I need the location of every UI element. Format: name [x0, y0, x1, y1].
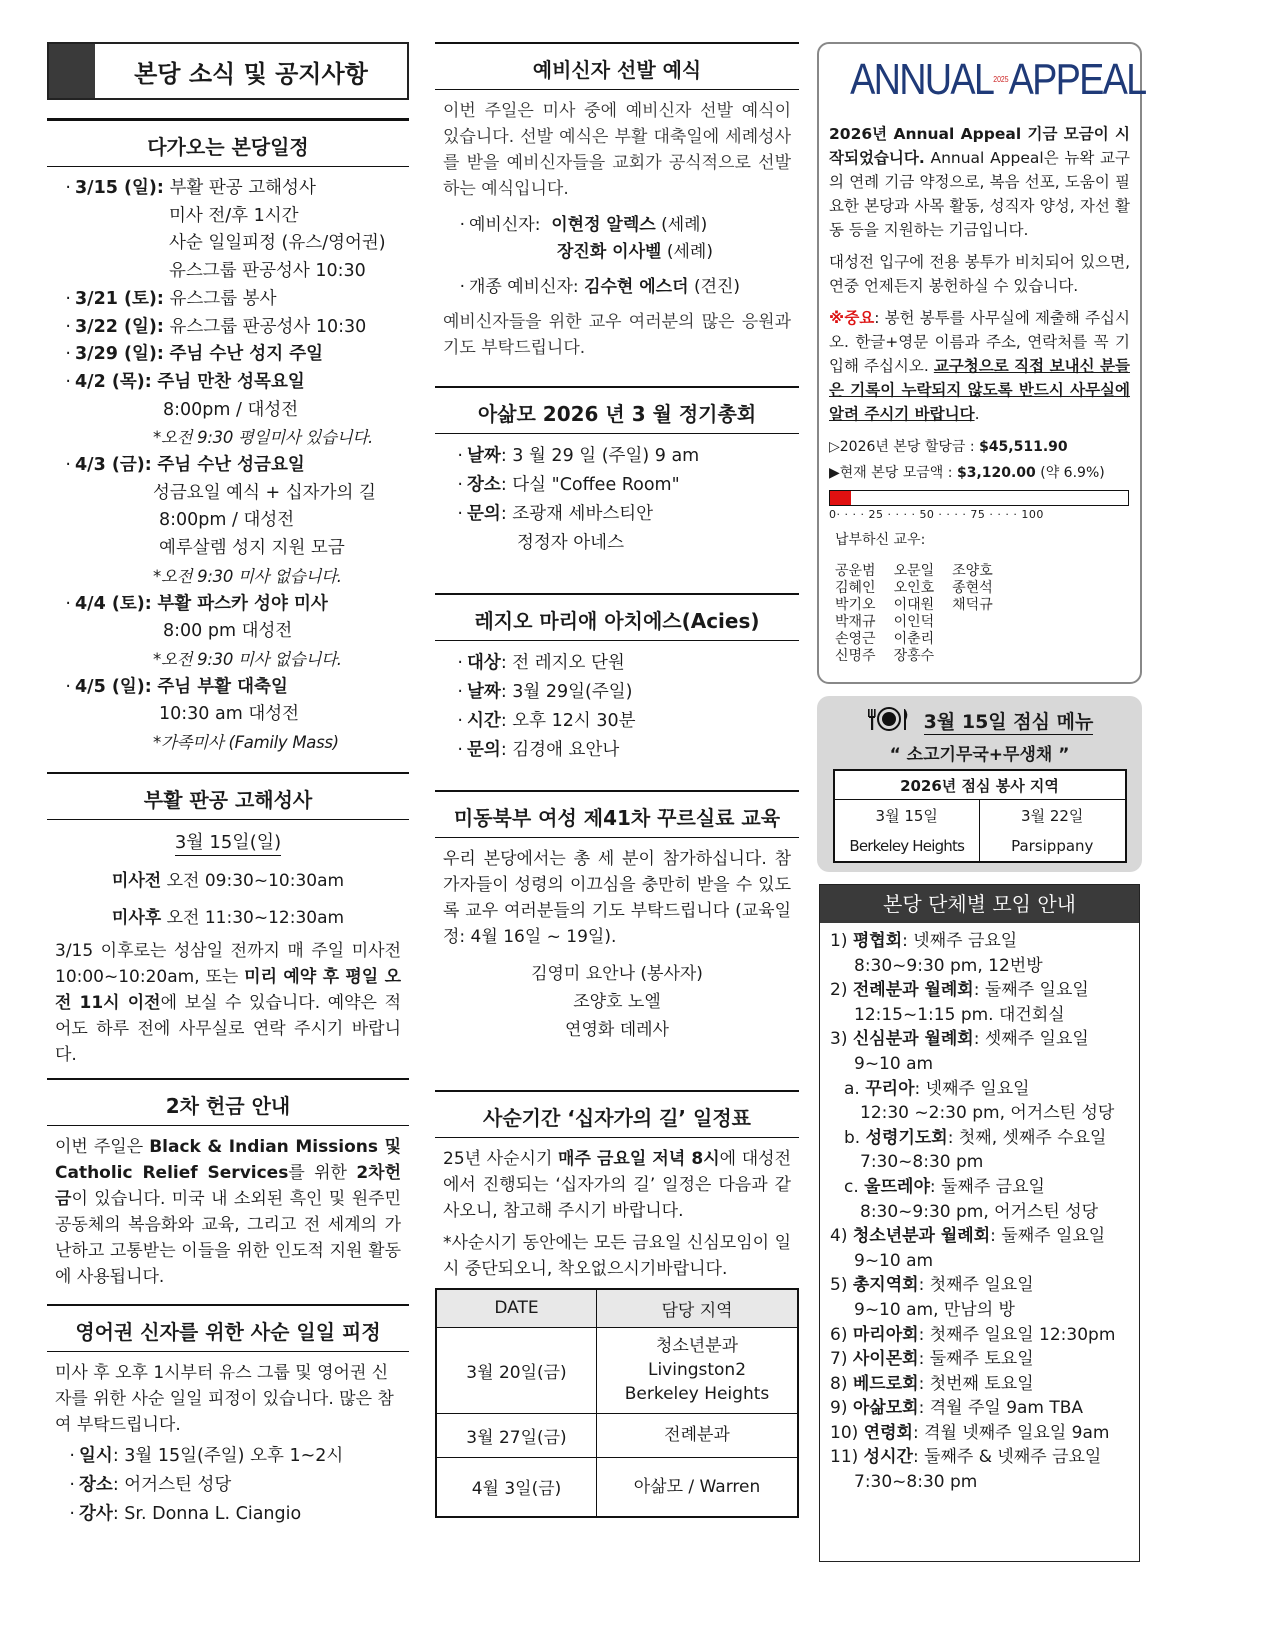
info-value: : 다실 "Coffee Room" — [500, 475, 680, 495]
group-item — [830, 1175, 1139, 1224]
group-detail: 12:30 ~2:30 pm, 어거스틴 성당 — [860, 1103, 1115, 1124]
stations-section — [435, 1090, 799, 1518]
legio-section — [435, 593, 799, 765]
lunch-title-row — [817, 706, 1142, 736]
retreat-list — [47, 1442, 409, 1529]
table-row — [436, 1327, 798, 1413]
schedule-event: 주님 수난 성금요일 — [157, 455, 305, 476]
group-line — [830, 978, 1139, 1003]
catechumen-text-2: 예비신자들을 위한 교우 여러분의 많은 응원과 기도 부탁드립니다. — [443, 312, 791, 358]
schedule-item — [53, 175, 409, 203]
info-label: 대상 — [467, 653, 501, 673]
confession-date — [47, 828, 409, 854]
bullet: · — [69, 1504, 75, 1524]
schedule-sub-line: 8:00pm / 대성전 — [159, 510, 295, 531]
info-item — [51, 1500, 409, 1529]
group-name: 평협회 — [852, 931, 903, 951]
group-num: 3) — [830, 1029, 848, 1050]
group-time: : 첫째주 일요일 — [918, 1275, 1034, 1296]
group-name: 청소년분과 월례회 — [852, 1226, 991, 1247]
schedule-item — [53, 314, 409, 342]
schedule-sub-line: 10:30 am 대성전 — [159, 704, 300, 725]
lunch-date-2: 3월 22일 — [1021, 807, 1084, 826]
title-accent-bar — [49, 44, 95, 98]
group-num: 2) — [830, 980, 848, 1001]
appeal-progress-fill — [830, 491, 851, 505]
catechumen-row-2: 장진화 이사벨 (세례) — [557, 242, 713, 262]
group-name: 총지역회 — [852, 1275, 919, 1296]
info-label: 날짜 — [467, 682, 501, 702]
area-line: 청소년분과 — [655, 1336, 739, 1356]
info-value: : 3월 15일(주일) 오후 1~2시 — [112, 1446, 344, 1466]
stations-table — [435, 1288, 799, 1518]
bullet: · — [457, 475, 463, 495]
schedule-sub-line: 사순 일일피정 (유스/영어권) — [169, 233, 386, 254]
group-item — [830, 1273, 1139, 1322]
info-label: 일시 — [79, 1446, 113, 1466]
group-time: : 셋째주 일요일 — [973, 1029, 1089, 1050]
info-label: 장소 — [79, 1475, 113, 1495]
donor-name: 박재규 — [835, 614, 876, 630]
area-line: 아삶모 / Warren — [633, 1476, 761, 1497]
info-value: : 오후 12시 30분 — [500, 711, 636, 731]
area-line: Berkeley Heights — [624, 1384, 770, 1404]
group-line — [830, 1347, 1139, 1372]
donor-name: 이대원 — [893, 597, 935, 613]
group-time: : 격월 넷째주 일요일 9am — [912, 1422, 1110, 1443]
column-right — [817, 42, 1146, 1493]
info-value: : 김경애 요안나 — [500, 740, 620, 760]
info-value: : 조광재 세바스티안 — [500, 504, 654, 524]
catechumen-list — [435, 212, 799, 301]
groups-list — [820, 923, 1139, 1495]
before-label: 미사전 — [111, 871, 162, 891]
info-label: 날짜 — [467, 446, 501, 466]
group-name: 베드로회 — [852, 1373, 919, 1394]
stations-text: 25년 사순시기 매주 금요일 저녁 8시에 대성전에서 진행되는 ‘십자가의 길’ 일정은 다음과 같사오니, 참고해 주시기 바랍니다. — [443, 1149, 791, 1221]
bullet: · — [457, 682, 463, 702]
donor-name: 이인덕 — [893, 614, 935, 630]
assembly-heading: 아삶모 2026 년 3 월 정기총회 — [435, 388, 799, 434]
group-item — [830, 1396, 1139, 1421]
group-time: : 둘째주 금요일 — [929, 1176, 1045, 1197]
group-num: 11) — [830, 1447, 859, 1468]
group-num: c. — [844, 1176, 859, 1197]
info-item — [439, 678, 799, 707]
confession-after — [47, 903, 409, 928]
group-item — [830, 1347, 1139, 1372]
group-line — [830, 1027, 1139, 1052]
donor-name: 채덕규 — [952, 597, 993, 613]
groups-heading: 본당 단체별 모임 안내 — [820, 885, 1139, 923]
info-label: 강사 — [79, 1504, 113, 1524]
info-item — [51, 1471, 409, 1500]
lunch-subheading: 2026년 점심 봉사 지역 — [834, 770, 1126, 800]
group-time: : 둘째주 & 넷째주 금요일 — [912, 1447, 1102, 1468]
group-num: 5) — [830, 1275, 848, 1296]
group-item — [830, 929, 1139, 978]
bullet: · — [457, 446, 463, 466]
group-time: : 둘째주 일요일 — [973, 980, 1089, 1001]
assembly-contact-2: 정정자 아네스 — [517, 533, 624, 553]
info-label: 문의 — [467, 504, 501, 524]
donor-column — [894, 563, 935, 665]
appeal-text-2: 대성전 입구에 전용 봉투가 비치되어 있으면, 연중 언제든지 봉헌하실 수 있습니다. — [829, 253, 1130, 295]
info-value: : 3월 29일(주일) — [500, 682, 633, 702]
group-detail: 9~10 am — [854, 1053, 934, 1074]
schedule-sub-line: 미사 전/후 1시간 — [169, 205, 299, 226]
legio-list — [435, 649, 799, 765]
group-time: : 첫째주 일요일 12:30pm — [918, 1324, 1116, 1345]
cursillo-text: 우리 본당에서는 총 세 분이 참가하십니다. 참가자들이 성령의 이끄심을 충만히 받을 수 있도록 교우 여러분들의 기도 부탁드립니다 (교육일정: 4월 16일 ~ 19일). — [443, 849, 791, 947]
legio-heading: 레지오 마리애 아치에스(Acies) — [435, 595, 799, 641]
stations-heading: 사순기간 ‘십자가의 길’ 일정표 — [435, 1092, 799, 1138]
confession-text: 3/15 이후로는 성삼일 전까지 매 주일 미사전 10:00~10:20am, 또는 미리 예약 후 평일 오전 11시 이전에 보실 수 있습니다. 예약은 적어도 하루 전에 사무실로 연락 주시기 바랍니다. — [55, 941, 402, 1065]
group-item — [830, 1421, 1139, 1446]
schedule-sub-line: 8:00 pm 대성전 — [163, 621, 293, 642]
group-item — [830, 978, 1139, 1027]
bullet: · — [65, 593, 71, 614]
bullet: · — [65, 288, 71, 309]
annual-appeal-logo — [850, 55, 1146, 104]
bullet: · — [65, 455, 71, 476]
info-item — [439, 442, 799, 471]
info-label: 장소 — [467, 475, 501, 495]
donor-name: 종현석 — [952, 580, 993, 596]
schedule-note: *오전 9:30 미사 없습니다. — [153, 649, 342, 669]
row-area — [597, 1413, 799, 1457]
schedule-date: 4/4 (토): — [75, 593, 152, 614]
confession-heading: 부활 판공 고해성사 — [47, 774, 409, 820]
confession-before — [47, 866, 409, 891]
group-line — [830, 1273, 1139, 1298]
cursillo-section — [435, 790, 799, 1044]
schedule-date: 4/2 (목): — [75, 371, 152, 392]
group-detail: 7:30~8:30 pm — [860, 1152, 984, 1173]
group-line — [844, 1077, 1139, 1102]
catechumen-heading: 예비신자 선발 예식 — [435, 44, 799, 90]
info-item — [439, 649, 799, 678]
group-line — [830, 1323, 1139, 1348]
schedule-date: 4/3 (금): — [75, 455, 152, 476]
group-line — [830, 1421, 1139, 1446]
fork-plate-knife-icon — [866, 706, 912, 736]
group-name: 전례분과 월례회 — [852, 980, 974, 1001]
group-line — [830, 1372, 1139, 1397]
bullet: · — [65, 316, 71, 337]
group-line — [830, 1445, 1139, 1470]
assembly-list — [435, 442, 799, 558]
schedule-date: 3/15 (일): — [75, 178, 164, 198]
participant-name: 조양호 노엘 — [573, 992, 661, 1012]
group-detail: 9~10 am — [854, 1250, 934, 1271]
cursillo-heading: 미동북부 여성 제41차 꾸르실료 교육 — [435, 792, 799, 838]
donor-name: 박기오 — [835, 597, 876, 613]
bullet: · — [65, 344, 71, 365]
info-value: : Sr. Donna L. Ciangio — [112, 1504, 302, 1524]
table-row — [436, 1413, 798, 1457]
info-label: 시간 — [467, 711, 501, 731]
group-item — [830, 1027, 1139, 1076]
donor-name: 공운범 — [835, 563, 876, 579]
schedule-item — [53, 591, 409, 619]
schedule-event: 부활 파스카 성야 미사 — [157, 593, 328, 614]
participant-name: 김영미 요안나 (봉사자) — [531, 964, 703, 984]
schedule-date: 4/5 (일): — [75, 676, 152, 697]
donors-label: 납부하신 교우: — [835, 532, 926, 548]
appeal-important: ※중요: 봉헌 봉투를 사무실에 제출해 주십시오. 한글+영문 이름과 주소, 연락처를 꼭 기입해 주십시오. 교구청으로 직접 보내신 분들은 기록이 누락되지 않도록 반드시 사무실에 알려 주시기 바랍니다. — [829, 309, 1130, 423]
schedule-section — [47, 118, 409, 757]
annual-appeal-box — [817, 42, 1146, 684]
donor-name: 오문일 — [893, 563, 935, 579]
donor-name: 이춘리 — [893, 631, 935, 647]
bullet: · — [69, 1446, 75, 1466]
logo-annual: ANNUAL — [850, 55, 994, 104]
catechumen-row-3: · 개종 예비신자: 김수현 에스더 (견진) — [459, 277, 741, 297]
group-time: : 넷째주 일요일 — [914, 1078, 1030, 1099]
row-date: 4월 3일(금) — [436, 1457, 597, 1517]
lunch-date-1: 3월 15일 — [834, 800, 980, 832]
second-collection-heading: 2차 헌금 안내 — [47, 1080, 409, 1126]
group-line — [830, 929, 1139, 954]
schedule-sub-line: 예루살렘 성지 지원 모금 — [159, 538, 345, 559]
schedule-note: *오전 9:30 미사 없습니다. — [153, 566, 342, 586]
schedule-event: 주님 수난 성지 주일 — [169, 344, 324, 365]
group-line — [844, 1175, 1139, 1200]
group-item — [830, 1126, 1139, 1175]
schedule-item — [53, 369, 409, 397]
schedule-sub-line: 성금요일 예식 + 십자가의 길 — [153, 482, 376, 503]
group-detail: 8:30~9:30 pm, 12번방 — [854, 955, 1043, 976]
schedule-item — [53, 452, 409, 480]
column-middle — [435, 42, 799, 1500]
group-time: : 넷째주 금요일 — [902, 931, 1018, 951]
groups-box — [819, 884, 1140, 1562]
donor-name: 신명주 — [835, 648, 876, 664]
retreat-text: 미사 후 오후 1시부터 유스 그룹 및 영어권 신자를 위한 사순 일일 피정이 있습니다. 많은 참여 부탁드립니다. — [55, 1363, 394, 1435]
group-line — [830, 1224, 1139, 1249]
second-collection-text: 이번 주일은 Black & Indian Missions 및 Catholic Relief Services를 위한 2차헌금이 있습니다. 미국 내 소외된 흑인 및 원주민 공동체의 복음화와 교육, 그리고 전 세계의 가난하고 고통받는 이들을 위한 인도적 지원 활동에 사용됩니다. — [55, 1137, 402, 1287]
group-line — [844, 1126, 1139, 1151]
group-time: : 격월 주일 9am TBA — [918, 1398, 1084, 1419]
donor-column — [835, 563, 876, 665]
schedule-note: *오전 9:30 평일미사 있습니다. — [153, 428, 373, 448]
logo-year: 2025 — [993, 75, 1009, 84]
bullet: · — [65, 676, 71, 697]
donors-list — [829, 563, 1130, 665]
schedule-item — [53, 341, 409, 369]
group-time: : 둘째주 토요일 — [918, 1349, 1034, 1370]
group-detail: 12:15~1:15 pm. 대건회실 — [854, 1004, 1065, 1025]
current-row: ▶현재 본당 모금액 : $3,120.00 (약 6.9%) — [829, 465, 1105, 481]
assembly-section — [435, 386, 799, 558]
lunch-menu: “ 소고기무국+무생채 ” — [889, 745, 1070, 765]
info-item — [439, 471, 799, 500]
info-value: : 전 레지오 단원 — [500, 653, 625, 673]
group-num: 1) — [830, 931, 848, 951]
column-left — [47, 42, 409, 1524]
group-num: 4) — [830, 1226, 848, 1247]
schedule-event: 주님 부활 대축일 — [157, 676, 288, 697]
schedule-item — [53, 286, 409, 314]
group-item — [830, 1224, 1139, 1273]
donor-name: 오인호 — [893, 580, 935, 596]
info-label: 문의 — [467, 740, 501, 760]
schedule-item — [53, 674, 409, 702]
group-num: 10) — [830, 1422, 859, 1443]
page-title-box — [47, 42, 409, 100]
group-num: 9) — [830, 1398, 848, 1419]
row-area — [597, 1457, 799, 1517]
group-num: a. — [844, 1078, 860, 1099]
schedule-sub-line: 8:00pm / 대성전 — [163, 399, 299, 420]
catechumen-text: 이번 주일은 미사 중에 예비신자 선발 예식이 있습니다. 선발 예식은 부활 대축일에 세례성사를 받을 예비신자들을 교회가 공식적으로 선발하는 예식입니다. — [443, 101, 791, 199]
appeal-text-1: 2026년 Annual Appeal 기금 모금이 시작되었습니다. Annual Appeal은 뉴왁 교구의 연례 기금 약정으로, 복음 선포, 도움이 필요한 본당과 사목 활동, 성직자 양성, 자선 활동 등을 지원하는 기금입니다. — [829, 125, 1130, 239]
group-item — [830, 1372, 1139, 1397]
bullet: · — [457, 504, 463, 524]
row-date: 3월 27일(금) — [436, 1413, 597, 1457]
schedule-heading: 다가오는 본당일정 — [47, 121, 409, 167]
group-name: 사이몬회 — [852, 1349, 919, 1370]
schedule-event: 부활 판공 고해성사 — [169, 178, 316, 198]
catechumen-section — [435, 42, 799, 361]
bullet: · — [65, 371, 71, 392]
page-title: 본당 소식 및 공지사항 — [134, 59, 368, 88]
group-name: 마리아회 — [852, 1324, 919, 1345]
group-name: 성령기도회 — [865, 1127, 948, 1148]
schedule-date: 3/21 (토): — [75, 288, 164, 309]
donor-name: 김혜인 — [835, 580, 876, 596]
schedule-sub-line: 유스그룹 판공성사 10:30 — [169, 261, 366, 282]
schedule-date: 3/22 (일): — [75, 316, 164, 337]
lunch-area-1: Berkeley Heights — [834, 832, 980, 862]
info-value: : 3 월 29 일 (주일) 9 am — [500, 446, 700, 466]
table-row — [436, 1457, 798, 1517]
bullet: · — [457, 711, 463, 731]
group-time: : 첫째, 셋째주 수요일 — [947, 1127, 1107, 1148]
group-item — [830, 1445, 1139, 1494]
group-num: 7) — [830, 1349, 848, 1370]
important-label: ※중요 — [829, 309, 875, 327]
bullet: · — [69, 1475, 75, 1495]
after-time: 오전 11:30~12:30am — [166, 908, 345, 928]
lunch-title: 3월 15일 점심 메뉴 — [924, 707, 1094, 735]
before-time: 오전 09:30~10:30am — [166, 871, 345, 891]
retreat-heading: 영어권 신자를 위한 사순 일일 피정 — [47, 1306, 409, 1352]
donor-name: 장홍수 — [893, 648, 935, 664]
donor-column — [952, 563, 993, 665]
info-item — [439, 500, 799, 529]
appeal-amounts — [829, 434, 1130, 486]
cursillo-names — [435, 960, 799, 1044]
group-detail: 9~10 am, 만남의 방 — [854, 1299, 1015, 1320]
appeal-progress-bar — [829, 490, 1129, 506]
confession-date-main: 3월 15일 — [174, 832, 250, 853]
th-date: DATE — [436, 1289, 597, 1327]
second-collection-section — [47, 1078, 409, 1290]
retreat-section — [47, 1304, 409, 1529]
schedule-list — [47, 167, 409, 757]
donor-name: 조양호 — [952, 563, 993, 579]
info-item — [439, 736, 799, 765]
schedule-event: 주님 만찬 성목요일 — [157, 371, 305, 392]
confession-date-day: (일) — [249, 832, 282, 853]
area-line: 전례분과 — [664, 1425, 730, 1445]
info-item — [51, 1442, 409, 1471]
row-area — [597, 1327, 799, 1413]
group-time: : 첫번째 토요일 — [918, 1373, 1034, 1394]
lunch-area-2: Parsippany — [1011, 837, 1094, 855]
lunch-box — [817, 696, 1142, 872]
info-value: : 어거스틴 성당 — [112, 1475, 232, 1495]
stations-note: *사순시기 동안에는 모든 금요일 신심모임이 일시 중단되오니, 착오없으시기바랍니다. — [443, 1233, 791, 1279]
catechumen-row-1: · 예비신자: 이현정 알렉스 (세례) — [459, 215, 708, 235]
group-num: 6) — [830, 1324, 848, 1345]
bullet: · — [65, 178, 71, 198]
area-line: Livingston2 — [647, 1360, 747, 1380]
schedule-date: 3/29 (일): — [75, 344, 164, 365]
group-detail: 7:30~8:30 pm — [854, 1472, 978, 1493]
bullet: · — [457, 653, 463, 673]
group-name: 아삶모회 — [852, 1398, 919, 1419]
confession-section — [47, 772, 409, 1068]
group-num: b. — [844, 1127, 861, 1148]
after-label: 미사후 — [111, 908, 162, 928]
group-detail: 8:30~9:30 pm, 어거스틴 성당 — [860, 1201, 1099, 1222]
participant-name: 연영화 데레사 — [565, 1020, 669, 1040]
group-name: 울뜨레야 — [864, 1176, 930, 1197]
group-time: : 둘째주 일요일 — [990, 1226, 1106, 1247]
bullet: · — [457, 740, 463, 760]
schedule-event: 유스그룹 봉사 — [169, 288, 277, 309]
group-item — [830, 1323, 1139, 1348]
group-line — [830, 1396, 1139, 1421]
info-item — [439, 707, 799, 736]
group-name: 꾸리아 — [865, 1078, 915, 1099]
goal-row: ▷2026년 본당 할당금 : $45,511.90 — [829, 439, 1068, 455]
appeal-progress-scale: 0· · · · 25 · · · · 50 · · · · 75 · · · · 100 — [829, 508, 1044, 521]
lunch-table — [833, 769, 1127, 863]
logo-appeal: APPEAL — [1008, 55, 1146, 104]
row-date: 3월 20일(금) — [436, 1327, 597, 1413]
group-num: 8) — [830, 1373, 848, 1394]
donor-name: 손영근 — [835, 631, 876, 647]
th-area: 담당 지역 — [597, 1289, 799, 1327]
schedule-note: *가족미사 (Family Mass) — [153, 733, 339, 753]
group-name: 성시간 — [863, 1447, 913, 1468]
schedule-event: 유스그룹 판공성사 10:30 — [169, 316, 367, 337]
group-item — [830, 1077, 1139, 1126]
group-name: 연령회 — [863, 1422, 913, 1443]
group-name: 신심분과 월례회 — [852, 1029, 974, 1050]
